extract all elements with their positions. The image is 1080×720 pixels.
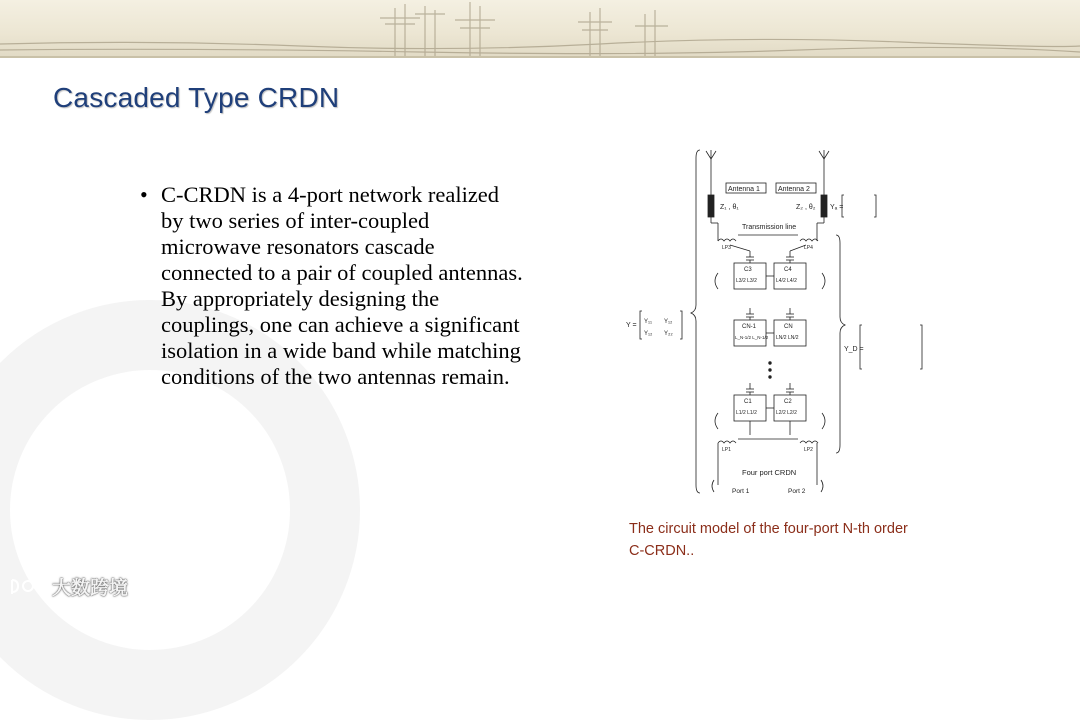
page-title: Cascaded Type CRDN xyxy=(53,82,340,113)
res2-label: L2/2 L2/2 xyxy=(776,410,797,416)
res4-label: L4/2 L4/2 xyxy=(776,278,797,284)
y-label: Y = xyxy=(626,322,637,329)
port1-label: Port 1 xyxy=(732,488,750,495)
y11-label: Y₁₁ xyxy=(644,319,653,325)
antenna2-label: Antenna 2 xyxy=(778,186,810,193)
header-banner xyxy=(0,0,1080,58)
res3-label: L3/2 L3/2 xyxy=(736,278,757,284)
banner-artwork xyxy=(0,0,1080,56)
cn1-label: CN-1 xyxy=(742,324,757,330)
lp4-label: LP4 xyxy=(804,245,813,251)
y22-label: Y₂₂ xyxy=(664,331,673,337)
circuit-diagram xyxy=(618,145,938,505)
lp2-label: LP2 xyxy=(804,447,813,453)
z2-label: Z₂ , θ₂ xyxy=(796,204,816,211)
cn-label: CN xyxy=(784,324,793,330)
y21-label: Y₁₂ xyxy=(644,331,653,337)
c1-label: C1 xyxy=(744,399,752,405)
y12-label: Y₁₂ xyxy=(664,319,673,325)
logo-icon xyxy=(8,574,48,600)
tline-label: Transmission line xyxy=(742,224,797,231)
lp3-label: LP3 xyxy=(722,245,731,251)
port2-label: Port 2 xyxy=(788,488,806,495)
figure-caption: The circuit model of the four-port N-th order C-CRDN.. xyxy=(629,521,908,559)
logo-text: 大数跨境 xyxy=(52,578,129,599)
antenna1-label: Antenna 1 xyxy=(728,186,760,193)
resn1-label: L_N-1/2 L_N-1/2 xyxy=(735,335,769,340)
c3-label: C3 xyxy=(744,267,752,273)
bullet-marker: • xyxy=(140,182,148,207)
resn-label: LN/2 LN/2 xyxy=(776,335,799,341)
four-port-label: Four port CRDN xyxy=(742,468,797,477)
res1-label: L1/2 L1/2 xyxy=(736,410,757,416)
bullet-text: C-CRDN is a 4-port network realized by two series of inter-coupled microwave resonators cascade connected to a pair of coupled antennas. By appropriately designing the couplings, one can achieve a significant isolation in a wide band while matching conditions of the two antennas remain. xyxy=(161,182,523,389)
ya-label: Yₐ = xyxy=(830,204,844,211)
c4-label: C4 xyxy=(784,267,792,273)
c2-label: C2 xyxy=(784,399,792,405)
z1-label: Z₁ , θ₁ xyxy=(720,204,739,211)
yd-label: Y_D = xyxy=(844,346,864,353)
brand-logo xyxy=(8,573,128,600)
lp1-label: LP1 xyxy=(722,447,731,453)
